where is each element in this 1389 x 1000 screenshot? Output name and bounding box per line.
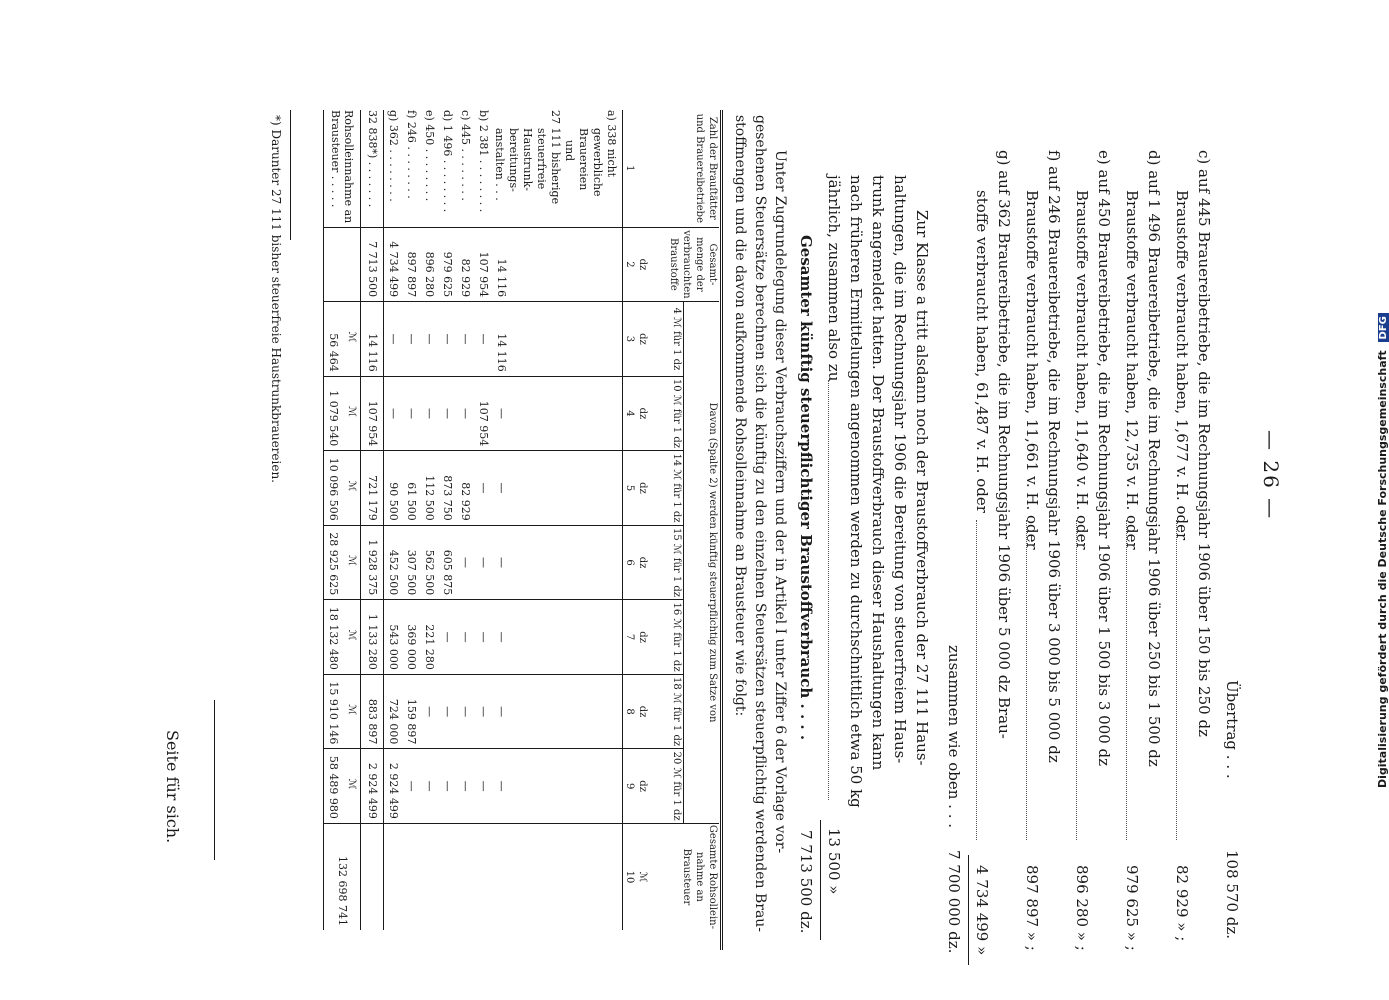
para2-line1: Unter Zugrundelegung dieser Verbrauchsziffern und der in Artikel I unter Ziffer 6 der Vorlage vor- (772, 150, 788, 854)
cell: — (420, 376, 438, 451)
table-top-rule (722, 110, 723, 950)
cell: 82 929 (456, 227, 474, 302)
cell: — (402, 302, 420, 377)
table-row (492, 110, 623, 930)
cell: 2 924 499 (361, 749, 384, 824)
row-label: d) 1 496 . . . . . . . . (441, 110, 454, 213)
para1-line1: Zur Klasse a tritt alsdann noch der Braustoffverbrauch der 27 111 Haus- (913, 210, 931, 766)
item-c-line1: c) auf 445 Brauereibetriebe, die im Rechnungsjahr 1906 über 150 bis 250 dz (1195, 150, 1213, 737)
cell: 2 924 499 (384, 749, 403, 824)
cell: — (384, 302, 403, 377)
cell: ℳ 1 079 540 (324, 376, 361, 451)
table-row (402, 110, 420, 930)
leader-dots (1126, 520, 1127, 840)
cell: 883 897 (361, 674, 384, 749)
cell: 107 954 (474, 227, 492, 302)
cell: — (456, 674, 474, 749)
cell: 369 000 (402, 600, 420, 675)
row-label: f) 246 . . . . . . . . (405, 110, 418, 199)
cell: — (456, 525, 474, 600)
next-page-note: Seite für sich. (163, 730, 182, 844)
table-total-row (361, 110, 384, 930)
head-group: Davon (Spalte 2) werden künftig steuerpflichtig zum Satze von (684, 302, 719, 824)
cell: — (456, 749, 474, 824)
cell (492, 823, 623, 930)
para1-line3: trunk angemeldet hatten. Der Braustoffverbrauch dieser Haushaltungen kann (869, 175, 887, 771)
cell: 873 750 (438, 451, 456, 526)
row-a-label: a) 338 nicht gewerbliche Brauereien und 27 111 bisherige steuerfreie Haustrunk- bereitungs- anstalten . . . (493, 110, 618, 205)
item-c-line2: Braustoffe verbraucht haben, 1,677 v. H. oder (1173, 190, 1191, 541)
head-col-last: Gesamte Rohsollein-nahme an Brausteuer (649, 823, 719, 930)
table-row (456, 110, 474, 930)
item-f-line1: f) auf 246 Brauereibetriebe, die im Rechnungsjahr 1906 über 3 000 bis 5 000 dz (1045, 150, 1063, 763)
cell: ℳ 10 096 506 (324, 451, 361, 526)
cell: — (492, 451, 623, 526)
cell: 307 500 (402, 525, 420, 600)
cell: ℳ 18 132 480 (324, 600, 361, 675)
rate-col: 4 ℳ für 1 dz (649, 302, 684, 377)
cell: 605 875 (438, 525, 456, 600)
item-d-line2: Braustoffe verbraucht haben, 12,735 v. H. oder (1123, 190, 1141, 550)
para1-line5: jährlich, zusammen also zu (825, 175, 843, 382)
table-roh-row (324, 110, 361, 930)
cell: 979 625 (438, 227, 456, 302)
cell: 221 280 (420, 600, 438, 675)
cell: — (492, 376, 623, 451)
cell: — (420, 749, 438, 824)
rate-col: 15 ℳ für 1 dz (649, 525, 684, 600)
unit-cell: dz 7 (623, 600, 650, 675)
leader-dots (828, 380, 829, 800)
table-top-rule (720, 110, 721, 950)
table-row (474, 110, 492, 930)
leader-dots (1076, 520, 1077, 840)
item-g-value: 4 734 499 » (973, 865, 991, 956)
sum-rule (820, 820, 821, 940)
uebertrag-label: Übertrag . . . (1223, 680, 1241, 779)
cell (402, 823, 420, 930)
cell: 14 116 (492, 227, 623, 302)
cell: — (420, 302, 438, 377)
cell (456, 823, 474, 930)
para1-value: 13 500 » (825, 828, 843, 895)
row-label: e) 450 . . . . . . . . (423, 110, 436, 202)
footnote: *) Darunter 27 111 bisher steuerfreie Haustrunkbrauereien. (269, 115, 283, 483)
gesamt-value: 7 713 500 dz. (797, 830, 815, 934)
rate-col: 20 ℳ für 1 dz (649, 749, 684, 824)
cell: — (474, 749, 492, 824)
cell: 562 500 (420, 525, 438, 600)
table-units-row (623, 110, 650, 930)
cell: — (438, 302, 456, 377)
item-f-value: 897 897 » ; (1023, 865, 1041, 951)
cell (420, 823, 438, 930)
unit-cell: dz 3 (623, 302, 650, 377)
brausteuer-table (323, 110, 719, 930)
cell: — (402, 376, 420, 451)
row-label: c) 445 . . . . . . . . (459, 110, 472, 201)
rate-col: 14 ℳ für 1 dz (649, 451, 684, 526)
cell: — (438, 376, 456, 451)
cell: 107 954 (361, 376, 384, 451)
cell: — (492, 525, 623, 600)
cell: — (492, 749, 623, 824)
cell: — (474, 600, 492, 675)
item-g-line1: g) auf 362 Brauereibetriebe, die im Rechnungsjahr 1906 über 5 000 dz Brau- (995, 150, 1013, 739)
zusammen-value: 7 700 000 dz. (945, 850, 963, 954)
cell: 7 713 500 (361, 227, 384, 302)
item-d-line1: d) auf 1 496 Brauereibetriebe, die im Rechnungsjahr 1906 über 250 bis 1 500 dz (1145, 150, 1163, 767)
cell (361, 823, 384, 930)
cell (324, 227, 361, 302)
unit-cell: 1 (624, 165, 635, 172)
cell: 132 698 741 (324, 823, 361, 930)
cell: ℳ 15 910 146 (324, 674, 361, 749)
row-label: g) 362 . . . . . . . . (387, 110, 400, 202)
cell: ℳ 58 489 980 (324, 749, 361, 824)
uebertrag-value: 108 570 dz. (1223, 850, 1241, 940)
item-e-line1: e) auf 450 Brauereibetriebe, die im Rechnungsjahr 1906 über 1 500 bis 3 000 dz (1095, 150, 1113, 767)
table-header-row (684, 110, 719, 930)
unit-cell: dz 9 (623, 749, 650, 824)
cell: — (474, 674, 492, 749)
cell: — (438, 600, 456, 675)
rate-col: 18 ℳ für 1 dz (649, 674, 684, 749)
cell: — (456, 376, 474, 451)
cell: 14 116 (361, 302, 384, 377)
cell: 90 500 (384, 451, 403, 526)
dfg-logo: DFG (1378, 313, 1389, 342)
cell: — (456, 302, 474, 377)
cell: 61 500 (402, 451, 420, 526)
item-c-value: 82 929 » ; (1173, 865, 1191, 942)
table-row (384, 110, 403, 930)
footnote-rule (290, 110, 291, 240)
leader-dots (976, 520, 977, 840)
cell: 4 734 499 (384, 227, 403, 302)
cell: 14 116 (492, 302, 623, 377)
cell: — (438, 749, 456, 824)
total-label: 32 838*) . . . . . . . (366, 110, 379, 208)
cell: — (456, 600, 474, 675)
cell: 159 897 (402, 674, 420, 749)
rate-col: 16 ℳ für 1 dz (649, 600, 684, 675)
cell: 82 929 (456, 451, 474, 526)
cell (438, 823, 456, 930)
leader-dots (1026, 520, 1027, 840)
zusammen-label: zusammen wie oben . . . (945, 645, 963, 829)
cell: 1 928 375 (361, 525, 384, 600)
cell: 896 280 (420, 227, 438, 302)
cell: — (384, 376, 403, 451)
cell: — (492, 674, 623, 749)
gesamt-label: Gesamter künftig steuerpflichtiger Braustoffverbrauch . . . . (797, 235, 815, 741)
cell: — (402, 749, 420, 824)
item-f-line2: Braustoffe verbraucht haben, 11,661 v. H. oder (1023, 190, 1041, 550)
sum-rule (968, 855, 969, 965)
cell: — (438, 674, 456, 749)
dfg-credit-text: Digitalisierung gefördert durch die Deutsche Forschungsgemeinschaft (1376, 350, 1389, 788)
cell: ℳ 28 925 625 (324, 525, 361, 600)
item-g-line2: stoffe verbraucht haben, 61,487 v. H. oder (973, 190, 991, 513)
cell: 112 500 (420, 451, 438, 526)
para2-line2: gesehenen Steuersätze berechnen sich die künftig zu den einzelnen Steuersätzen steuerpflichtig werdenden Brau- (752, 115, 768, 933)
unit-cell: ℳ 10 (623, 823, 650, 930)
page-number: — 26 — (1259, 430, 1283, 521)
item-e-value: 896 280 » ; (1073, 865, 1091, 951)
cell: 452 500 (384, 525, 403, 600)
end-rule (214, 700, 215, 860)
cell: 721 179 (361, 451, 384, 526)
leader-dots (1176, 520, 1177, 840)
unit-cell: dz 5 (623, 451, 650, 526)
cell: 897 897 (402, 227, 420, 302)
unit-cell: dz 8 (623, 674, 650, 749)
unit-cell: dz 6 (623, 525, 650, 600)
cell: — (474, 302, 492, 377)
rate-col: 10 ℳ für 1 dz (649, 376, 684, 451)
para1-line4: nach früheren Ermittelungen angenommen werden zu durchschnittlich etwa 50 kg (847, 175, 865, 808)
unit-cell: dz 2 (623, 227, 650, 302)
item-e-line2: Braustoffe verbraucht haben, 11,640 v. H. oder (1073, 190, 1091, 550)
cell (474, 823, 492, 930)
head-col1: Zahl der Brauſtätter und Brauereibetriebe (694, 113, 718, 223)
roh-label: Rohsolleinnahme an Brausteuer . . . . . (329, 110, 355, 224)
cell: 1 133 280 (361, 600, 384, 675)
cell: — (474, 451, 492, 526)
head-col2: Gesamt-menge der verbrauchten Braustoffe (649, 227, 719, 302)
cell: ℳ 56 464 (324, 302, 361, 377)
row-label: b) 2 381 . . . . . . . . (477, 110, 490, 213)
unit-cell: dz 4 (623, 376, 650, 451)
cell: 107 954 (474, 376, 492, 451)
item-d-value: 979 625 » ; (1123, 865, 1141, 951)
cell: — (492, 600, 623, 675)
dfg-sidebar (1362, 8, 1389, 988)
table-row (420, 110, 438, 930)
cell: — (420, 674, 438, 749)
table-row (438, 110, 456, 930)
para1-line2: haltungen, die im Rechnungsjahr 1906 die Bereitung von steuerfreiem Haus- (891, 175, 909, 764)
cell (384, 823, 403, 930)
cell: — (474, 525, 492, 600)
cell: 543 000 (384, 600, 403, 675)
dfg-credit (1376, 313, 1389, 788)
para2-line3: stoffmengen und die davon aufkommende Rohsolleinnahme an Brausteuer wie folgt: (732, 115, 748, 717)
cell: 724 000 (384, 674, 403, 749)
